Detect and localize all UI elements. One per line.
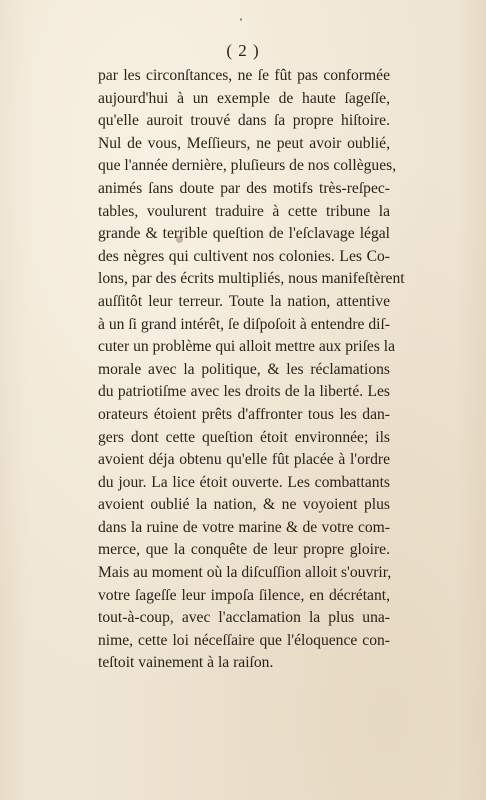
text-line: tables, voulurent traduire à cette tribune la (98, 202, 390, 220)
text-line: Mais au moment où la diſcuſſion alloit s'ouvrir, (98, 564, 392, 582)
text-line: du jour. La lice étoit ouverte. Les combattants (98, 473, 390, 491)
text-line: que l'année dernière, pluſieurs de nos collègues, (98, 157, 397, 175)
page-number: ( 2 ) (226, 41, 260, 60)
text-line: animés ſans doute par des motifs très-reſpec- (98, 179, 390, 197)
text-line: du patriotiſme avec les droits de la liberté. Les (98, 383, 390, 401)
text-line: Nul de vous, Meſſieurs, ne peut avoir oublié, (98, 134, 390, 152)
text-line: gers dont cette queſtion étoit environnée; ils (98, 428, 390, 446)
text-line: avoient déja obtenu qu'elle fût placée à l'ordre (98, 451, 390, 469)
text-line: nime, cette loi néceſſaire que l'éloquence con- (98, 631, 390, 649)
text-line: qu'elle auroit trouvé dans ſa propre hiſtoire. (98, 112, 390, 130)
text-line: votre ſageſſe leur impoſa ſilence, en décrétant, (98, 586, 390, 604)
text-line: lons, par des écrits multipliés, nous manifeſtèrent (98, 270, 405, 288)
text-line: orateurs étoient prêts d'affronter tous les dan- (98, 405, 390, 423)
text-line: merce, que la conquête de leur propre gloire. (98, 541, 390, 559)
text-line: tout-à-coup, avec l'acclamation la plus una- (98, 609, 390, 627)
text-line: par les circonſtances, ne ſe fût pas conformée (98, 67, 390, 84)
text-line: grande & terrible queſtion de l'eſclavage légal (98, 225, 390, 243)
text-line: dans la ruine de votre marine & de votre com- (98, 518, 390, 536)
text-line: des nègres qui cultivent nos colonies. Les Co- (98, 247, 390, 265)
text-line: à un ſi grand intérêt, ſe diſpoſoit à entendre diſ- (98, 315, 390, 333)
ink-speck (240, 18, 242, 21)
text-line: auſſitôt leur terreur. Toute la nation, attentive (98, 292, 390, 310)
text-line: cuter un problème qui alloit mettre aux priſes la (98, 338, 396, 356)
text-line: teſtoit vainement à la raiſon. (98, 654, 274, 672)
body-text (98, 65, 405, 675)
ink-stain (176, 236, 183, 243)
text-line: morale avec la politique, & les réclamations (98, 360, 390, 378)
text-line: aujourd'hui à un exemple de haute ſageſſe, (98, 89, 390, 107)
text-line: avoient oublié la nation, & ne voyoient plus (98, 496, 390, 514)
